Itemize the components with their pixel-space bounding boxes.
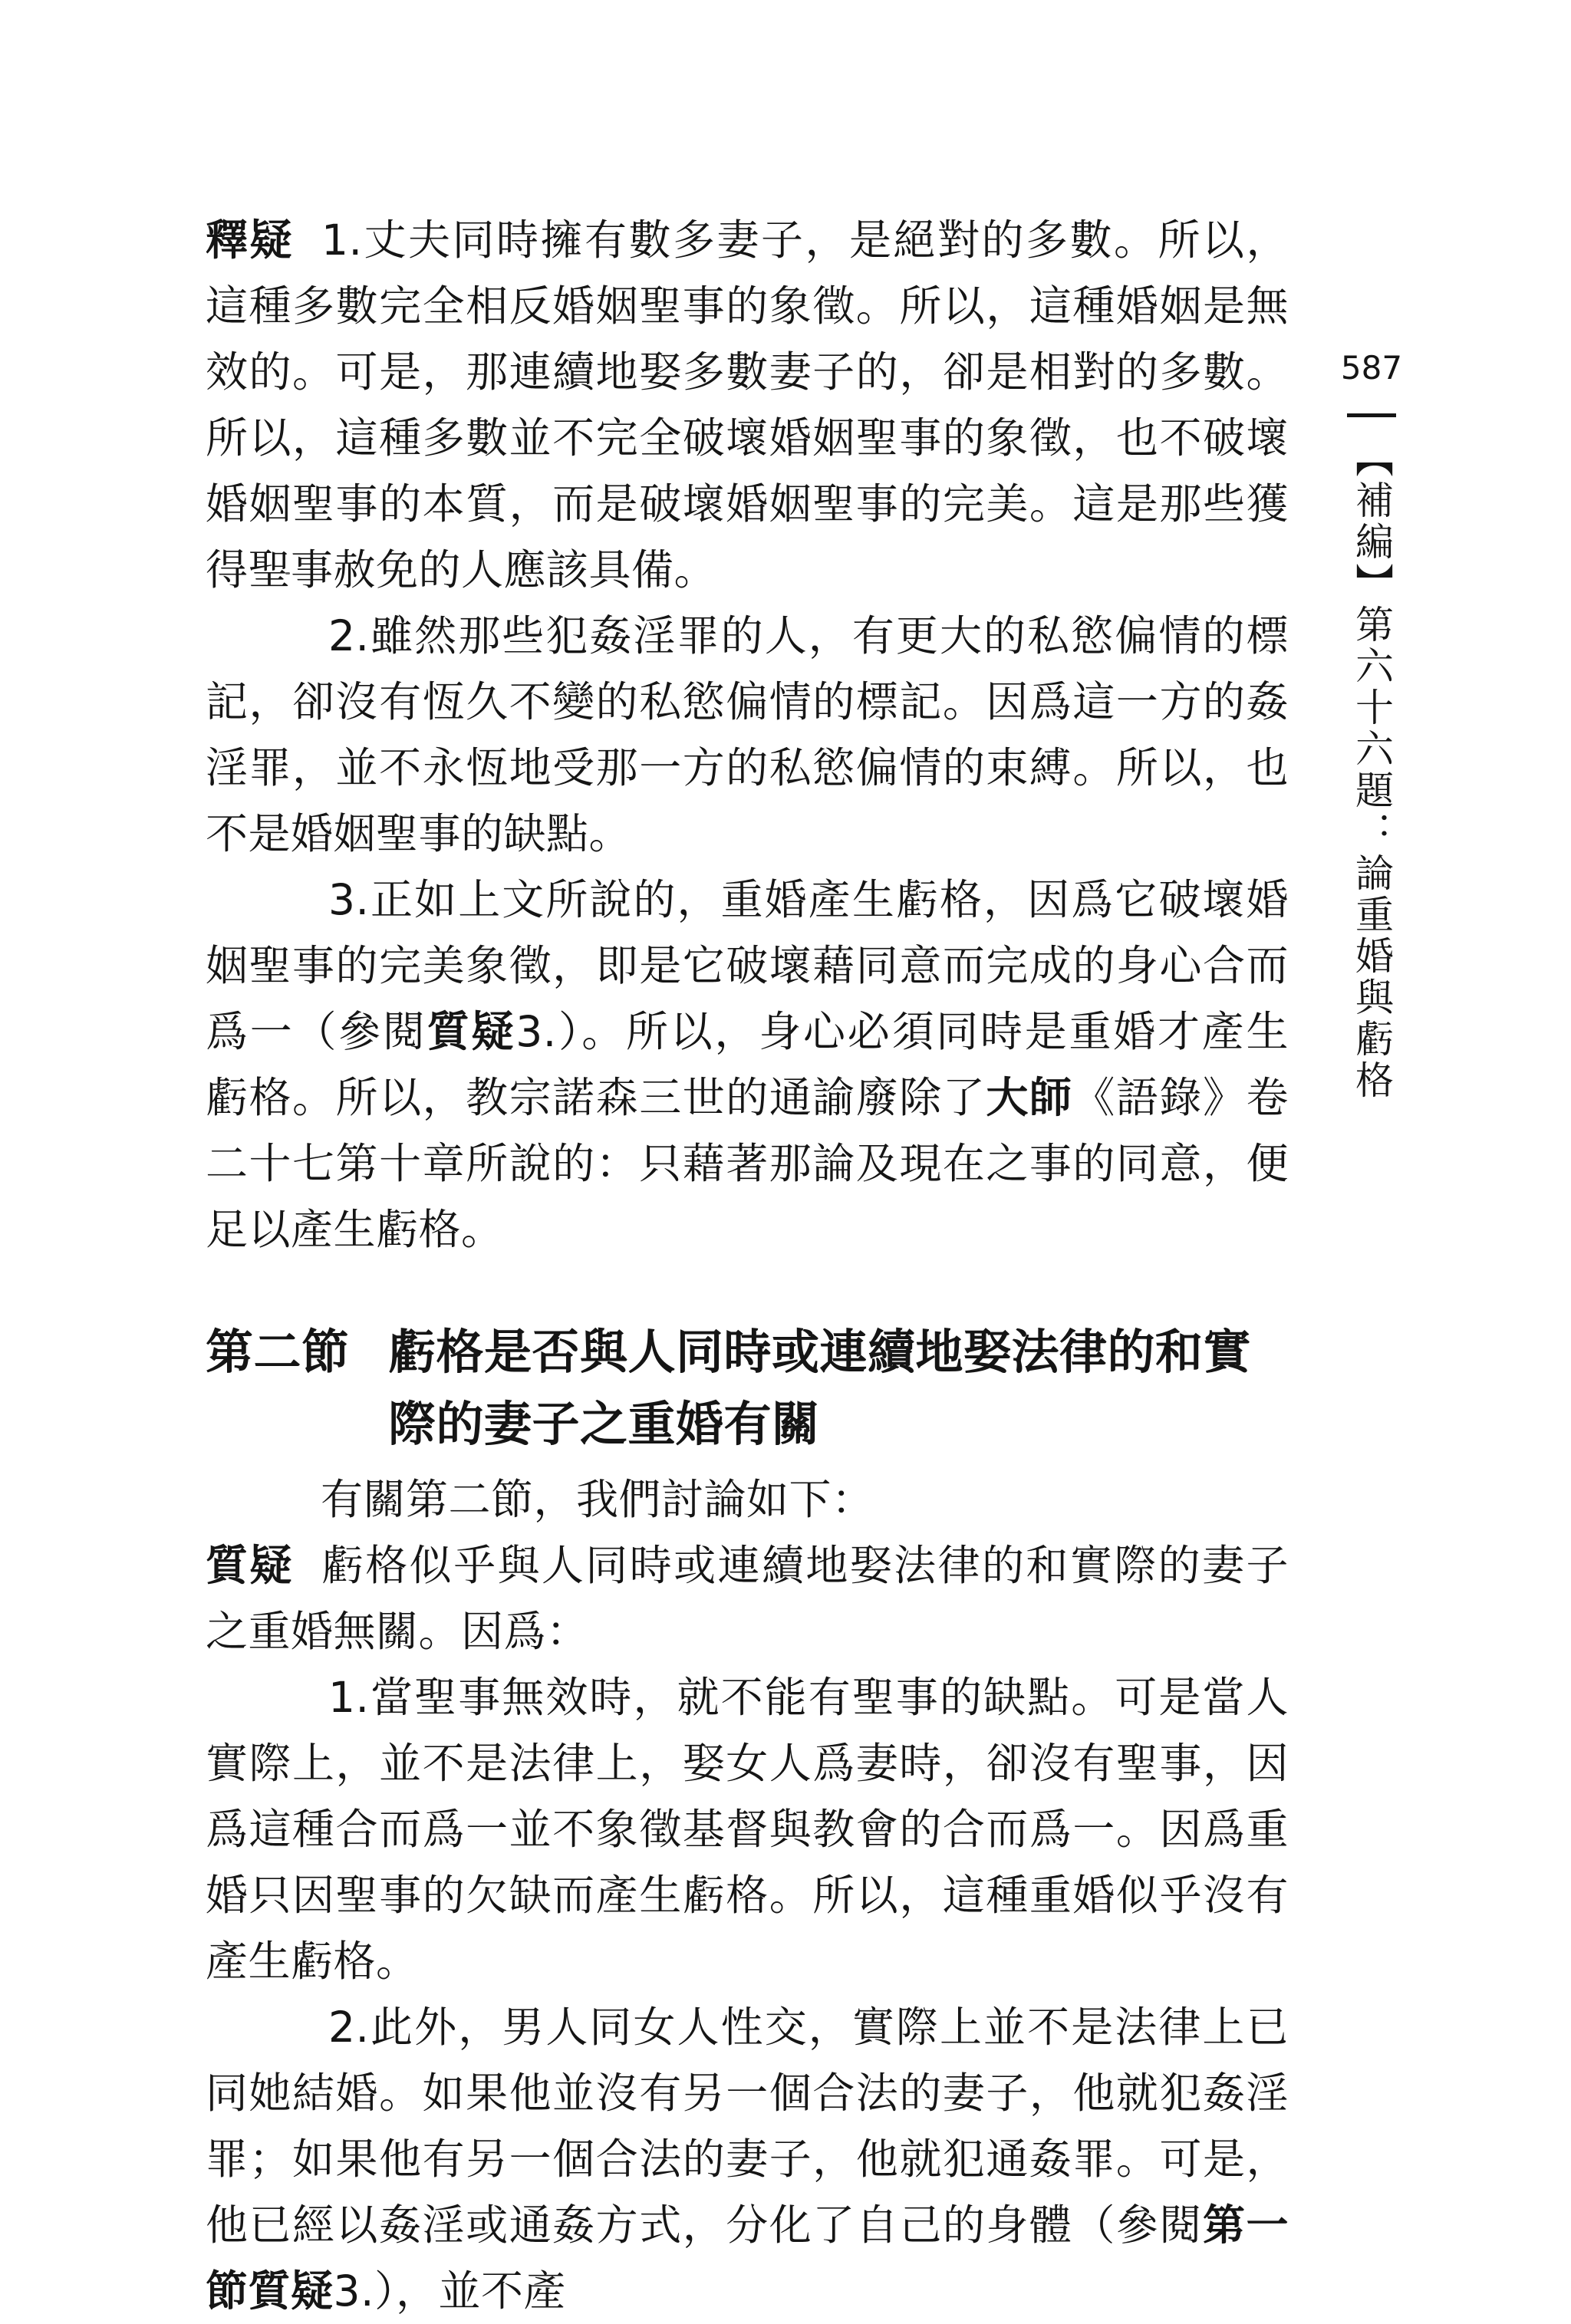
margin-rule (1347, 413, 1396, 417)
section-number: 第二節 (206, 1324, 350, 1380)
margin-running-head (1341, 349, 1402, 1101)
objection-text-2b: 3.），並不產 (333, 2266, 566, 2316)
reply-text-3c: 《語錄》卷二十七第十章所說的：只藉著那論及現在之事的同意，便足以產生虧格。 (206, 1073, 1289, 1254)
running-head-title: 【補編】第六十六題：論重婚與虧格 (1349, 439, 1394, 1101)
reply-text-2: 2.雖然那些犯姦淫罪的人，有更大的私慾偏情的標記，卻沒有恆久不變的私慾偏情的標記。因爲這一方的姦淫罪，並不永恆地受那一方的私慾偏情的束縛。所以，也不是婚姻聖事的缺點。 (206, 611, 1289, 858)
reply-label: 釋疑 (206, 216, 295, 265)
objection-lead-text: 虧格似乎與人同時或連續地娶法律的和實際的妻子之重婚無關。因爲： (206, 1541, 1289, 1656)
reply-paragraph-3 (206, 867, 1289, 1262)
section-intro-text: 有關第二節，我們討論如下： (321, 1475, 874, 1524)
section-intro (206, 1466, 1289, 1532)
objection-lead (206, 1532, 1289, 1664)
section-heading (206, 1316, 1289, 1460)
objection-paragraph-2 (206, 1994, 1289, 2324)
objection-text-1: 1.當聖事無效時，就不能有聖事的缺點。可是當人實際上，並不是法律上，娶女人爲妻時，卻沒有聖事，因爲這種合而爲一並不象徵基督與教會的合而爲一。因爲重婚只因聖事的欠缺而產生虧格。所以，這種重婚似乎沒有產生虧格。 (206, 1673, 1289, 1986)
section-title: 虧格是否與人同時或連續地娶法律的和實際的妻子之重婚有關 (388, 1324, 1252, 1452)
reply-paragraph-2 (206, 603, 1289, 867)
reply-text-3a: 3.正如上文所說的，重婚產生虧格，因爲它破壞婚姻聖事的完美象徵，即是它破壞藉同意而完成的身心合而爲一（參閱 (206, 875, 1289, 1056)
reply-master: 大師 (986, 1073, 1073, 1122)
reply-paragraph-1 (206, 207, 1289, 603)
reply-text-1: 1.丈夫同時擁有數多妻子，是絕對的多數。所以，這種多數完全相反婚姻聖事的象徵。所以，這種婚姻是無效的。可是，那連續地娶多數妻子的，卻是相對的多數。所以，這種多數並不完全破壞婚姻聖事的象徵，也不破壞婚姻聖事的本質，而是破壞婚姻聖事的完美。這是那些獲得聖事赦免的人應該具備。 (206, 216, 1289, 594)
objection-paragraph-1 (206, 1664, 1289, 1994)
objection-ref: 第一節質疑 (206, 2201, 1289, 2316)
page-number: 587 (1340, 349, 1403, 387)
main-text (206, 207, 1289, 2324)
reply-ref-objection: 質疑 (427, 1007, 516, 1056)
reply-text-3b: 3.）。所以，身心必須同時是重婚才產生虧格。所以，教宗諾森三世的通諭廢除了 (206, 1007, 1289, 1122)
objection-label: 質疑 (206, 1541, 294, 1590)
objection-text-2a: 2.此外，男人同女人性交，實際上並不是法律上已同她結婚。如果他並沒有另一個合法的妻子，他就犯姦淫罪；如果他有另一個合法的妻子，他就犯通姦罪。可是，他已經以姦淫或通姦方式，分化了自己的身體（參閱 (206, 2003, 1289, 2250)
